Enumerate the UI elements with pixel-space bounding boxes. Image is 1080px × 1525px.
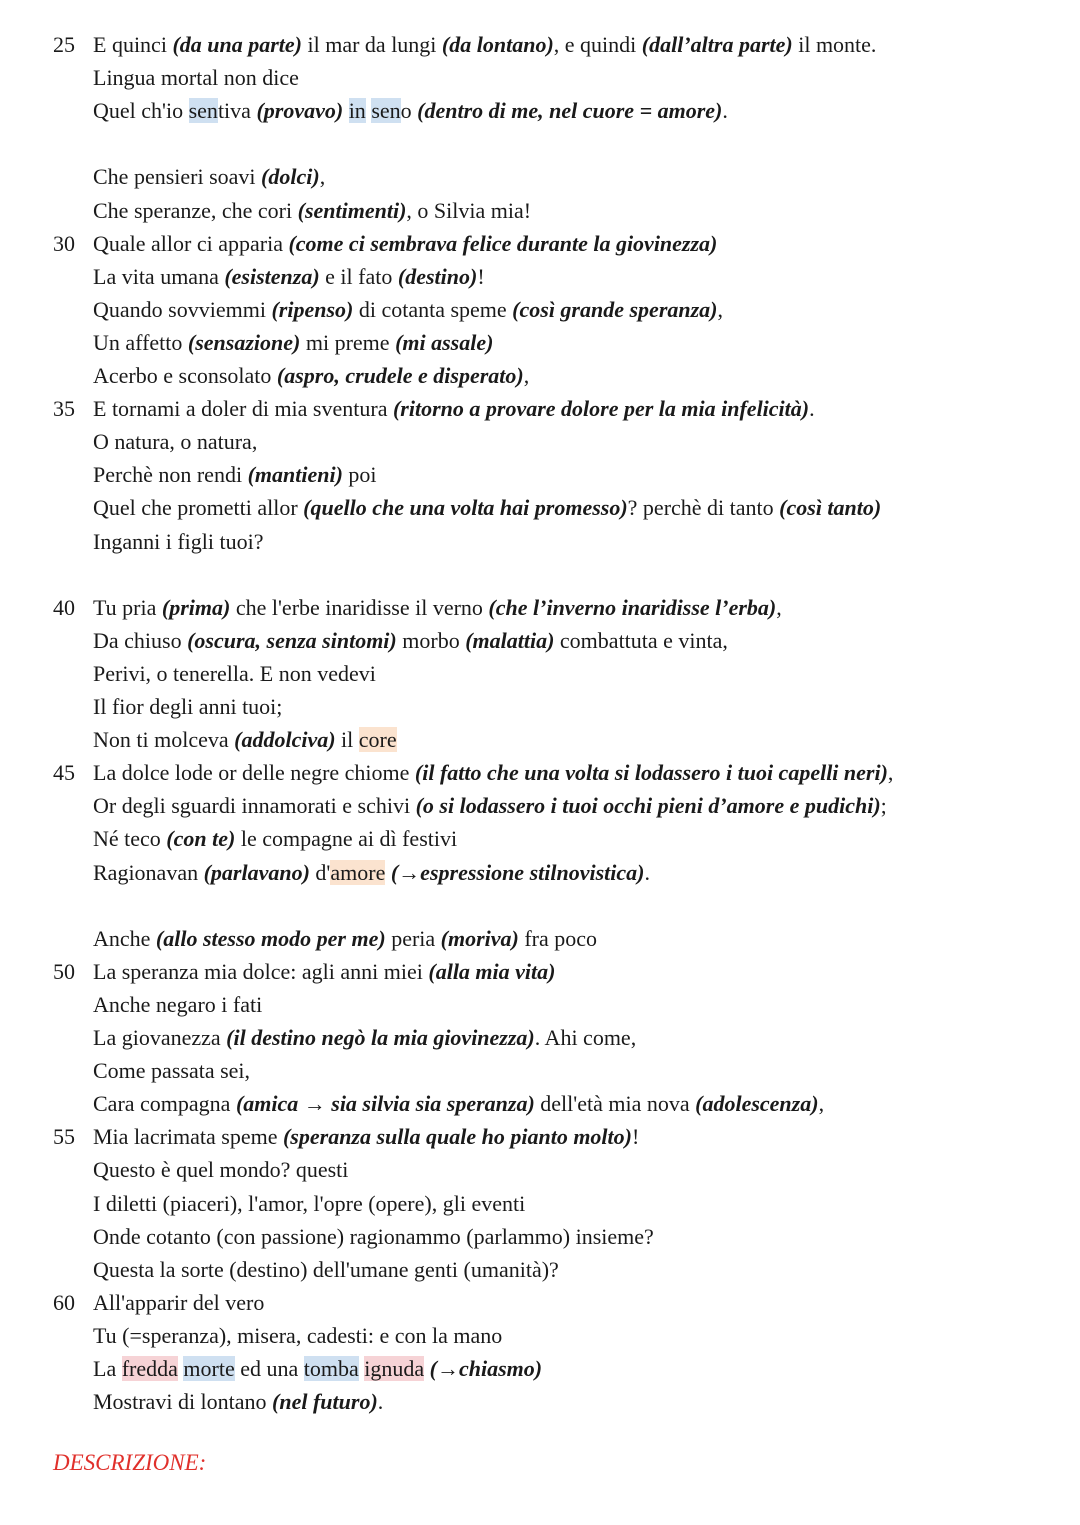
verse-fragment: . Ahi come, <box>534 1025 637 1050</box>
verse-fragment: ? perchè di tanto <box>627 495 780 521</box>
verse-fragment: il <box>335 727 359 753</box>
verse-fragment: che l'erbe inaridisse il verno <box>230 594 489 620</box>
highlighted-word: tomba <box>303 1356 359 1381</box>
verse-text <box>93 955 555 988</box>
gloss-annotation: (sensazione) <box>187 329 301 355</box>
gloss-annotation: (mantieni) <box>247 462 343 488</box>
verse-fragment: Or degli sguardi innamorati e schivi <box>93 793 416 819</box>
verse-fragment: Non ti molceva <box>93 727 235 753</box>
verse-fragment: E quinci <box>93 32 173 57</box>
verse-fragment: Perchè non rendi <box>93 462 248 488</box>
gloss-annotation: (ripenso) <box>271 296 354 322</box>
verse-text <box>93 1187 525 1220</box>
verse-fragment: Quel che prometti allor <box>93 495 304 521</box>
gloss-annotation: (amica → sia silvia sia speranza) <box>235 1091 535 1117</box>
verse-text <box>93 1054 250 1087</box>
highlighted-word: in <box>348 98 366 124</box>
verse-fragment: O natura, o natura, <box>93 429 258 455</box>
verse-fragment: Ragionavan <box>93 859 204 885</box>
verse-fragment: . <box>377 1389 384 1415</box>
verse-fragment: La dolce lode or delle negre chiome <box>93 760 415 786</box>
highlighted-word: morte <box>183 1356 235 1381</box>
verse-text <box>93 756 893 789</box>
verse-text <box>93 1385 383 1418</box>
verse-fragment: La speranza mia dolce: agli anni miei <box>93 958 429 984</box>
verse-fragment: , <box>887 760 894 786</box>
verse-fragment: Mia lacrimata speme <box>93 1124 283 1150</box>
gloss-annotation: (come ci sembrava felice durante la giovinezza) <box>288 230 718 256</box>
gloss-annotation: (→chiasmo) <box>429 1356 543 1381</box>
verse-fragment: , <box>776 594 782 620</box>
highlighted-word: core <box>358 727 397 753</box>
verse-text <box>93 1120 639 1153</box>
verse-fragment: . <box>809 396 815 422</box>
verse-fragment: All'apparir del vero <box>93 1289 265 1315</box>
verse-text <box>93 988 262 1021</box>
verse-fragment: Che pensieri soavi <box>93 164 262 190</box>
gloss-annotation: (o si lodassero i tuoi occhi pieni d’amore e pudichi) <box>415 793 881 819</box>
verse-text <box>93 591 782 624</box>
verse-text <box>93 491 881 524</box>
verse-text <box>93 425 257 458</box>
verse-fragment: , <box>523 363 530 388</box>
gloss-annotation: (speranza sulla quale ho pianto molto) <box>282 1124 632 1150</box>
section-heading: DESCRIZIONE: <box>53 1450 207 1475</box>
verse-fragment <box>343 98 349 123</box>
verse-text <box>93 690 282 723</box>
gloss-annotation: (il destino negò la mia giovinezza) <box>226 1025 535 1050</box>
verse-text <box>93 194 531 227</box>
verse-fragment: , <box>818 1091 825 1117</box>
verse-fragment: Quando sovviemmi <box>93 296 272 322</box>
verse-fragment: , <box>319 164 326 190</box>
verse-fragment: Da chiuso <box>93 627 188 653</box>
verse-text <box>93 723 397 756</box>
verse-fragment: Acerbo e sconsolato <box>93 363 277 388</box>
highlighted-word: ignuda <box>364 1356 425 1381</box>
verse-fragment: e il fato <box>319 263 398 289</box>
gloss-annotation: (allo stesso modo per me) <box>155 925 386 951</box>
verse-text <box>93 1153 348 1186</box>
verse-fragment: Anche negaro i fati <box>93 991 263 1017</box>
verse-text <box>93 28 876 61</box>
verse-fragment: Né teco <box>93 826 167 852</box>
gloss-annotation: (parlavano) <box>203 859 310 885</box>
gloss-annotation: (mi assale) <box>395 329 494 355</box>
verse-fragment: tiva <box>217 98 257 124</box>
verse-fragment: Quale allor ci apparia <box>93 230 289 256</box>
verse-fragment: Il fior degli anni tuoi; <box>93 694 283 719</box>
gloss-annotation: (ritorno a provare dolore per la mia infelicità) <box>392 396 810 422</box>
verse-text <box>93 260 485 293</box>
verse-text <box>93 856 650 889</box>
gloss-annotation: (→espressione stilnovistica) <box>390 859 645 885</box>
gloss-annotation: (addolciva) <box>234 727 336 753</box>
gloss-annotation: (che l’inverno inaridisse l’erba) <box>488 594 777 620</box>
verse-fragment: Come passata sei, <box>93 1058 251 1084</box>
verse-fragment: poi <box>342 462 377 488</box>
highlighted-word: sen <box>188 98 218 124</box>
verse-fragment: morbo <box>396 627 466 653</box>
verse-text <box>93 61 299 94</box>
verse-text <box>93 160 325 193</box>
line-number: 30 <box>53 230 75 256</box>
line-number: 55 <box>53 1124 75 1150</box>
verse-fragment: di cotanta speme <box>353 296 513 322</box>
verse-text <box>93 922 597 955</box>
verse-fragment: Tu pria <box>93 594 162 620</box>
verse-fragment: La vita umana <box>93 263 225 289</box>
verse-fragment: Perivi, o tenerella. E non vedevi <box>93 660 376 686</box>
gloss-annotation: (dentro di me, nel cuore = amore) <box>417 98 723 124</box>
verse-text <box>93 326 493 359</box>
verse-fragment: il monte. <box>792 32 877 57</box>
line-number: 50 <box>53 958 75 984</box>
gloss-annotation: (malattia) <box>465 627 555 653</box>
gloss-annotation: (da lontano) <box>441 32 554 57</box>
gloss-annotation: (con te) <box>166 826 236 852</box>
verse-text <box>93 1286 264 1319</box>
verse-text <box>93 1220 654 1253</box>
verse-fragment: o <box>400 98 418 124</box>
verse-fragment: Lingua mortal non dice <box>93 65 299 91</box>
verse-text <box>93 359 529 392</box>
gloss-annotation: (moriva) <box>440 925 519 951</box>
verse-fragment: peria <box>385 925 441 951</box>
verse-fragment: combattuta e vinta, <box>554 627 728 653</box>
verse-fragment: La giovanezza <box>93 1025 227 1050</box>
verse-text <box>93 657 376 690</box>
verse-fragment: E tornami a doler di mia sventura <box>93 396 393 422</box>
verse-text <box>93 458 377 491</box>
verse-text <box>93 1253 559 1286</box>
verse-fragment: le compagne ai dì festivi <box>235 826 458 852</box>
verse-fragment: Un affetto <box>93 329 188 355</box>
line-number: 60 <box>53 1289 75 1315</box>
verse-text <box>93 789 887 822</box>
verse-fragment: , <box>717 296 724 322</box>
verse-text <box>93 1352 542 1385</box>
verse-fragment: ; <box>880 793 887 819</box>
gloss-annotation: (oscura, senza sintomi) <box>187 627 397 653</box>
gloss-annotation: (il fatto che una volta si lodassero i tuoi capelli neri) <box>414 760 888 786</box>
verse-fragment: . <box>644 859 650 885</box>
verse-fragment: , o Silvia mia! <box>406 197 532 223</box>
verse-text <box>93 525 263 558</box>
highlighted-word: amore <box>330 859 386 885</box>
verse-fragment: Che speranze, che cori <box>93 197 298 223</box>
verse-fragment: il mar da lungi <box>302 32 442 57</box>
verse-fragment: d' <box>309 859 331 885</box>
gloss-annotation: (provavo) <box>256 98 344 124</box>
gloss-annotation: (alla mia vita) <box>428 958 556 984</box>
verse-fragment: , e quindi <box>553 32 642 57</box>
gloss-annotation: (nel futuro) <box>272 1389 378 1415</box>
gloss-annotation: (destino) <box>397 263 478 289</box>
line-number: 40 <box>53 594 75 620</box>
verse-fragment: I diletti (piaceri), l'amor, l'opre (opere), gli eventi <box>93 1190 526 1216</box>
verse-fragment: Tu (=speranza), misera, cadesti: e con la mano <box>93 1322 503 1348</box>
verse-fragment: ! <box>477 263 485 289</box>
verse-fragment: Questo è quel mondo? questi <box>93 1157 349 1183</box>
verse-fragment: Cara compagna <box>93 1091 236 1117</box>
verse-text <box>93 94 728 127</box>
highlighted-word: fredda <box>121 1356 178 1381</box>
verse-text <box>93 1087 824 1120</box>
gloss-annotation: (così tanto) <box>779 495 882 521</box>
gloss-annotation: (prima) <box>161 594 231 620</box>
gloss-annotation: (adolescenza) <box>695 1091 819 1117</box>
highlighted-word: sen <box>371 98 401 124</box>
verse-text <box>93 822 457 855</box>
verse-fragment: ed una <box>234 1356 304 1381</box>
gloss-annotation: (esistenza) <box>224 263 320 289</box>
line-number: 35 <box>53 396 75 422</box>
gloss-annotation: (così grande speranza) <box>512 296 718 322</box>
verse-fragment: La <box>93 1356 122 1381</box>
verse-fragment: Quel ch'io <box>93 98 189 124</box>
line-number: 45 <box>53 760 75 786</box>
verse-fragment: Questa la sorte (destino) dell'umane genti (umanità)? <box>93 1256 559 1282</box>
verse-fragment: dell'età mia nova <box>534 1091 696 1117</box>
verse-fragment: mi preme <box>300 329 396 355</box>
verse-fragment: Onde cotanto (con passione) ragionammo (parlammo) insieme? <box>93 1223 654 1249</box>
verse-text <box>93 392 815 425</box>
verse-text <box>93 1021 636 1054</box>
verse-text <box>93 624 728 657</box>
gloss-annotation: (da una parte) <box>172 32 302 57</box>
gloss-annotation: (dolci) <box>261 164 320 190</box>
verse-fragment: fra poco <box>518 925 598 951</box>
verse-text <box>93 1319 502 1352</box>
verse-fragment: Mostravi di lontano <box>93 1389 273 1415</box>
verse-text <box>93 293 723 326</box>
verse-fragment: . <box>722 98 728 124</box>
verse-fragment: Anche <box>93 925 156 951</box>
gloss-annotation: (quello che una volta hai promesso) <box>303 495 628 521</box>
gloss-annotation: (dall’altra parte) <box>641 32 793 57</box>
verse-fragment: ! <box>632 1124 640 1150</box>
verse-text <box>93 227 717 260</box>
gloss-annotation: (sentimenti) <box>297 197 407 223</box>
verse-fragment: Inganni i figli tuoi? <box>93 528 264 554</box>
gloss-annotation: (aspro, crudele e disperato) <box>276 363 524 388</box>
line-number: 25 <box>53 32 75 57</box>
